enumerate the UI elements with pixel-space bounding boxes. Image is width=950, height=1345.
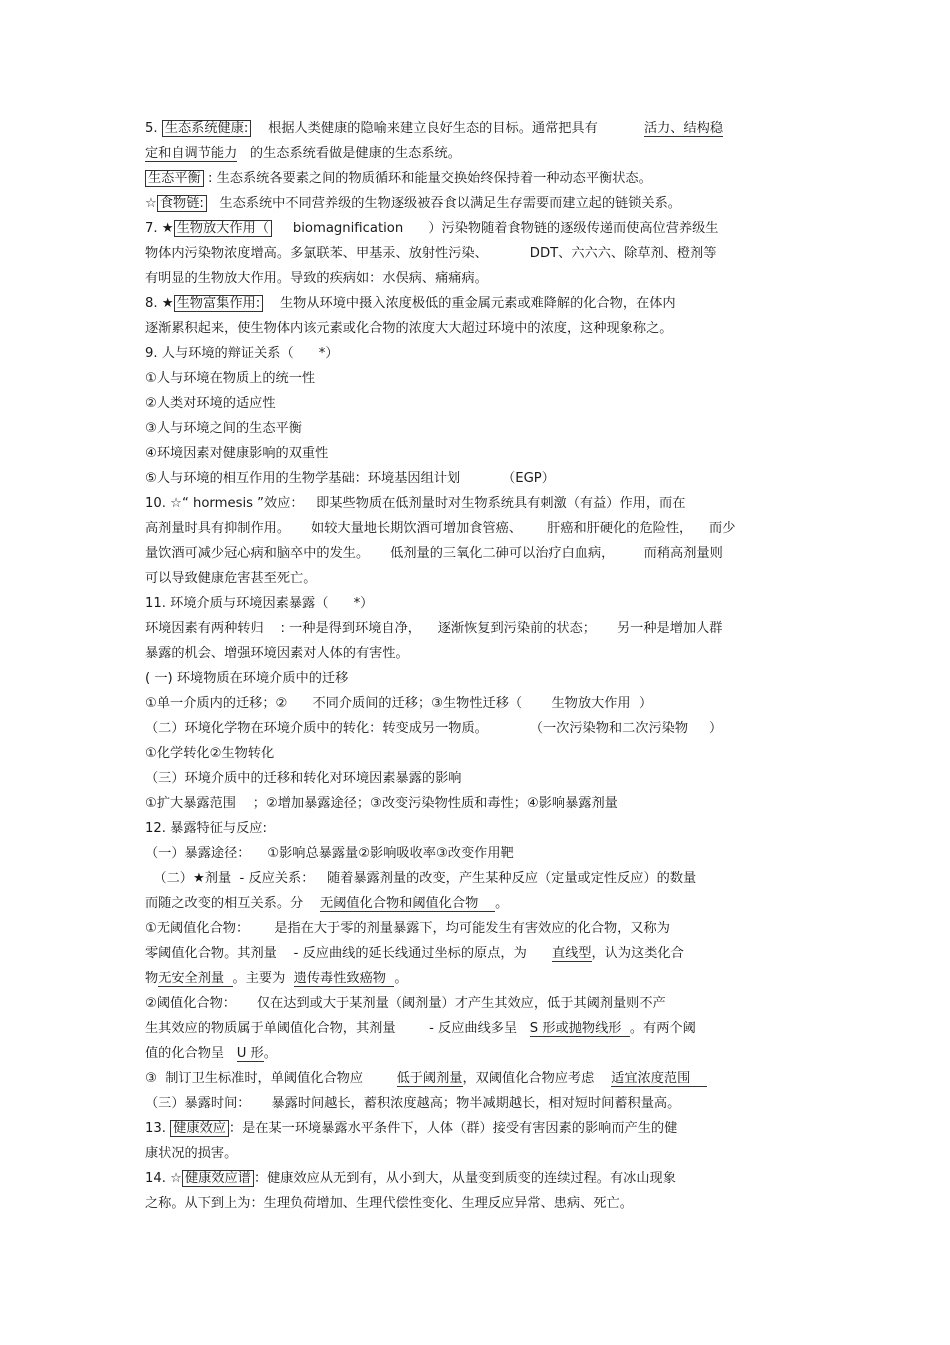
text-line — [145, 870, 696, 887]
text-line — [145, 620, 722, 637]
line-text: 可以导致健康危害甚至死亡。 — [145, 571, 317, 586]
text-line — [145, 520, 735, 537]
text-line — [145, 1095, 680, 1112]
text-line — [145, 495, 685, 512]
text-line — [145, 320, 673, 337]
line-text: 生其效应的物质属于单阈值化合物，其剂量 - 反应曲线多呈 — [145, 1021, 530, 1036]
line-text: （二）★剂量 - 反应关系： 随着暴露剂量的改变，产生某种反应（定量或定性反应）的数量 — [145, 871, 697, 886]
text-line — [145, 295, 676, 312]
text-line — [145, 920, 670, 937]
line-text: 康状况的损害。 — [145, 1146, 238, 1161]
line-prefix: 14. ☆ — [145, 1171, 182, 1186]
line-text: 之称。从下到上为：生理负荷增加、生理代偿性变化、生理反应异常、患病、死亡。 — [145, 1196, 633, 1211]
boxed-term: 生态平衡 — [145, 170, 204, 187]
line-text: ②人类对环境的适应性 — [145, 396, 276, 411]
line-text: 生态系统中不同营养级的生物逐级被吞食以满足生存需要而建立起的链锁关系。 — [206, 196, 681, 211]
text-line — [145, 945, 684, 962]
line-text: 物体内污染物浓度增高。多氯联苯、甲基汞、放射性污染、 DDT、六六六、除草剂、橙剂等 — [145, 246, 717, 261]
line-text: 生物从环境中摄入浓度极低的重金属元素或难降解的化合物，在体内 — [263, 296, 676, 311]
line-text: ①人与环境在物质上的统一性 — [145, 371, 316, 386]
text-line — [145, 795, 618, 812]
line-text: 11. 环境介质与环境因素暴露（ *） — [145, 596, 374, 611]
line-text: ( 一) 环境物质在环境介质中的迁移 — [145, 671, 349, 686]
line-text: 。 — [495, 896, 509, 911]
line-text: biomagnification ）污染物随着食物链的逐级传递而使高位营养级生 — [271, 221, 719, 236]
underlined-text: U 形 — [236, 1046, 264, 1061]
text-line — [145, 1120, 677, 1137]
line-text: 物 — [145, 971, 159, 986]
line-text: 。有两个阈 — [629, 1021, 696, 1036]
text-line — [145, 420, 302, 437]
text-line — [145, 345, 339, 362]
text-line — [145, 145, 461, 162]
line-text: ⑤人与环境的相互作用的生物学基础：环境基因组计划 （EGP） — [145, 471, 555, 486]
text-line — [145, 395, 276, 412]
line-text: 暴露的机会、增强环境因素对人体的有害性。 — [145, 646, 409, 661]
text-line — [145, 1020, 696, 1037]
text-line — [145, 270, 488, 287]
underlined-text: 低于阈剂量 — [396, 1071, 463, 1086]
text-line — [145, 895, 508, 912]
text-line — [145, 720, 722, 737]
text-line — [145, 645, 409, 662]
line-text: 。 — [263, 1046, 277, 1061]
line-text: ③ 制订卫生标准时，单阈值化合物应 — [145, 1071, 397, 1086]
underlined-text: 定和自调节能力 — [145, 146, 238, 161]
line-text: 。 — [394, 971, 408, 986]
line-text: ①单一介质内的迁移；② 不同介质间的迁移；③生物性迁移（ 生物放大作用 ） — [145, 696, 653, 711]
line-text: ①扩大暴露范围 ；②增加暴露途径；③改变污染物性质和毒性；④影响暴露剂量 — [145, 796, 618, 811]
text-line — [145, 695, 652, 712]
line-text: 的生态系统看做是健康的生态系统。 — [237, 146, 461, 161]
line-prefix: 8. ★ — [145, 296, 174, 311]
text-line — [145, 770, 462, 787]
text-line — [145, 995, 666, 1012]
text-line — [145, 595, 373, 612]
line-text: : 生态系统各要素之间的物质循环和能量交换始终保持着一种动态平衡状态。 — [203, 171, 652, 186]
line-text: ，双阈值化合物应考虑 — [462, 1071, 612, 1086]
line-text: （一）暴露途径： ①影响总暴露量②影响吸收率③改变作用靶 — [145, 846, 514, 861]
text-line — [145, 1195, 633, 1212]
line-text: 根据人类健康的隐喻来建立良好生态的目标。通常把具有 — [251, 121, 644, 136]
text-line — [145, 170, 652, 187]
text-line — [145, 1045, 277, 1062]
line-text: （三）暴露时间： 暴露时间越长，蓄积浓度越高；物半减期越长，相对短时间蓄积量高。 — [145, 1096, 681, 1111]
underlined-text: 直线型 — [551, 946, 592, 961]
text-line — [145, 1145, 237, 1162]
text-line — [145, 670, 348, 687]
boxed-term: 生态系统健康: — [162, 120, 252, 137]
text-line — [145, 195, 681, 212]
line-text: ①化学转化②生物转化 — [145, 746, 275, 761]
line-text: ：健康效应从无到有，从小到大，从量变到质变的连续过程。有冰山现象 — [253, 1171, 676, 1186]
boxed-term: 食物链: — [157, 195, 207, 212]
text-line — [145, 245, 716, 262]
line-text: ④环境因素对健康影响的双重性 — [145, 446, 329, 461]
line-text: 环境因素有两种转归 : 一种是得到环境自净， 逐渐恢复到污染前的状态； 另一种是增加人群 — [145, 621, 723, 636]
text-line — [145, 570, 316, 587]
text-line — [145, 1070, 707, 1087]
line-text: 9. 人与环境的辩证关系（ *） — [145, 346, 339, 361]
line-text: 而随之改变的相互关系。分 — [145, 896, 321, 911]
underlined-text: 无阈值化合物和阈值化合物 — [320, 896, 496, 911]
text-line — [145, 370, 315, 387]
underlined-text: S 形或抛物线形 — [529, 1021, 630, 1036]
text-line — [145, 745, 274, 762]
underlined-text: 遗传毒性致癌物 — [293, 971, 395, 986]
boxed-term: 健康效应谱 — [182, 1170, 254, 1187]
line-prefix: ☆ — [145, 196, 157, 211]
line-text: 高剂量时具有抑制作用。 如较大量地长期饮酒可增加食管癌、 肝癌和肝硬化的危险性， 而少 — [145, 521, 736, 536]
text-line — [145, 970, 408, 987]
text-line — [145, 120, 723, 137]
line-text: ：是在某一环境暴露水平条件下，人体（群）接受有害因素的影响而产生的健 — [228, 1121, 678, 1136]
text-line — [145, 220, 718, 237]
line-text: 零阈值化合物。其剂量 - 反应曲线的延长线通过坐标的原点，为 — [145, 946, 552, 961]
line-text: 12. 暴露特征与反应: — [145, 821, 267, 836]
line-text: 10. ☆“ hormesis ”效应： 即某些物质在低剂量时对生物系统具有刺激（有益）作用，而在 — [145, 496, 686, 511]
line-text: 逐渐累积起来，使生物体内该元素或化合物的浓度大大超过环境中的浓度，这种现象称之。 — [145, 321, 673, 336]
underlined-text: 活力、结构稳 — [643, 121, 724, 136]
boxed-term: 健康效应 — [170, 1120, 229, 1137]
line-text: （三）环境介质中的迁移和转化对环境因素暴露的影响 — [145, 771, 462, 786]
line-text: ②阈值化合物： 仅在达到或大于某剂量（阈剂量）才产生其效应，低于其阈剂量则不产 — [145, 996, 666, 1011]
line-text: ，认为这类化合 — [591, 946, 684, 961]
text-line — [145, 470, 555, 487]
line-prefix: 7. ★ — [145, 221, 174, 236]
boxed-term: 生物富集作用: — [174, 295, 264, 312]
text-line — [145, 845, 514, 862]
line-prefix: 5. — [145, 121, 162, 136]
line-text: 有明显的生物放大作用。导致的疾病如：水俣病、痛痛病。 — [145, 271, 488, 286]
line-text: ③人与环境之间的生态平衡 — [145, 421, 302, 436]
text-line — [145, 1170, 676, 1187]
line-prefix: 13. — [145, 1121, 171, 1136]
boxed-term: 生物放大作用（ — [174, 220, 272, 237]
text-line — [145, 545, 723, 562]
line-text: 量饮酒可减少冠心病和脑卒中的发生。 低剂量的三氧化二砷可以治疗白血病， 而稍高剂量则 — [145, 546, 723, 561]
line-text: 值的化合物呈 — [145, 1046, 237, 1061]
line-text: 。主要为 — [232, 971, 294, 986]
line-text: ①无阈值化合物： 是指在大于零的剂量暴露下，均可能发生有害效应的化合物，又称为 — [145, 921, 670, 936]
text-line — [145, 445, 328, 462]
text-line — [145, 820, 267, 837]
underlined-text: 无安全剂量 — [158, 971, 233, 986]
underlined-text: 适宜浓度范围 — [611, 1071, 708, 1086]
line-text: （二）环境化学物在环境介质中的转化：转变成另一物质。 （一次污染物和二次污染物 ） — [145, 721, 723, 736]
